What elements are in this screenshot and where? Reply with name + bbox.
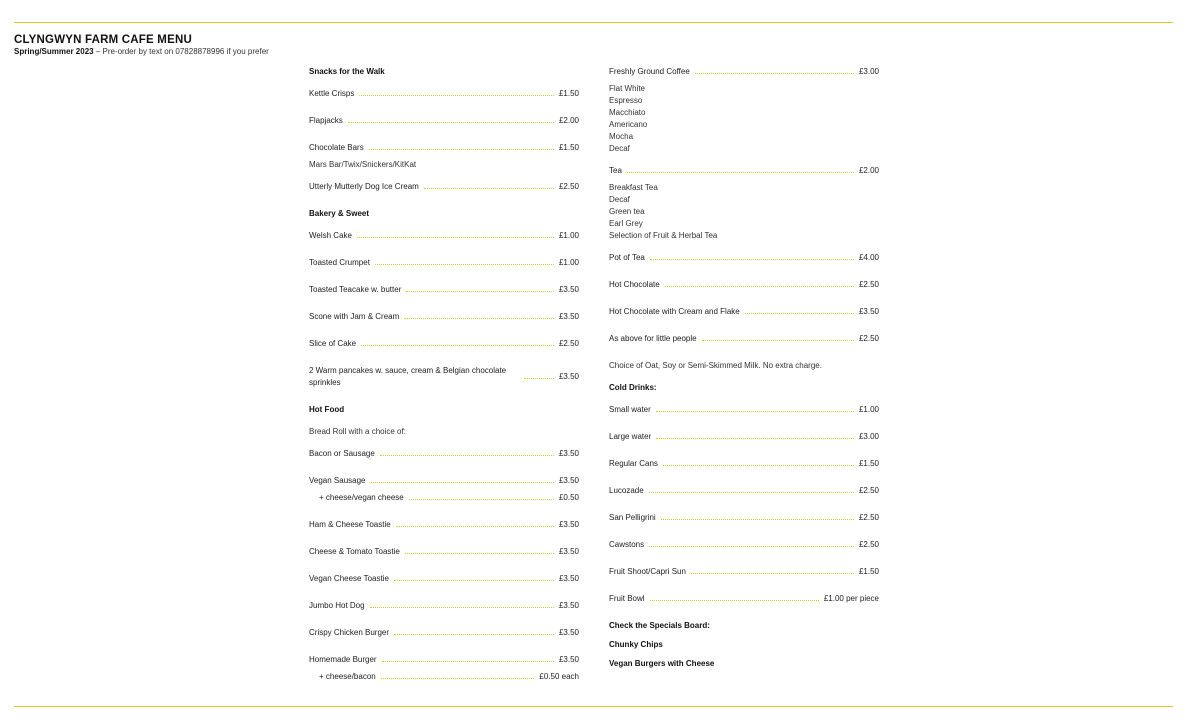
item-name: Flapjacks <box>309 116 343 125</box>
item-name: Crispy Chicken Burger <box>309 628 390 637</box>
item-price: £2.50 <box>858 486 879 495</box>
item-name: Bacon or Sausage <box>309 449 375 458</box>
leader-dots <box>649 546 854 547</box>
menu-item <box>309 600 579 612</box>
menu-item <box>309 365 579 389</box>
tea-option: Selection of Fruit & Herbal Tea <box>609 231 718 240</box>
item-price: £1.00 <box>558 231 579 240</box>
menu-item <box>309 448 579 460</box>
menu-item-addon <box>309 492 579 504</box>
menu-item <box>609 512 879 524</box>
menu-item <box>609 279 879 291</box>
tea-option: Decaf <box>609 195 630 204</box>
chocolate-bar-options: Mars Bar/Twix/Snickers/KitKat <box>309 160 417 169</box>
menu-item <box>609 566 879 578</box>
menu-subtitle <box>14 47 269 56</box>
leader-dots <box>409 499 554 500</box>
item-name: Freshly Ground Coffee <box>609 67 690 76</box>
top-rule <box>14 22 1173 23</box>
item-price: £3.50 <box>558 520 579 529</box>
item-name: Chocolate Bars <box>309 143 364 152</box>
item-price: £1.50 <box>858 459 879 468</box>
leader-dots <box>396 526 554 527</box>
item-price: £2.00 <box>858 166 879 175</box>
item-price: £2.00 <box>558 116 579 125</box>
item-price: £2.50 <box>858 334 879 343</box>
item-name: Kettle Crisps <box>309 89 355 98</box>
menu-item-addon <box>309 671 579 683</box>
item-price: £3.50 <box>558 574 579 583</box>
leader-dots <box>665 286 854 287</box>
item-name: Cawstons <box>609 540 645 549</box>
item-name: Jumbo Hot Dog <box>309 601 365 610</box>
item-name: Utterly Mutterly Dog Ice Cream <box>309 182 419 191</box>
item-price: £3.50 <box>558 312 579 321</box>
leader-dots <box>361 345 554 346</box>
item-price: £2.50 <box>558 339 579 348</box>
item-name: Lucozade <box>609 486 644 495</box>
item-price: £1.00 <box>858 405 879 414</box>
menu-item <box>609 252 879 264</box>
item-price: £3.50 <box>558 476 579 485</box>
item-name: Scone with Jam & Cream <box>309 312 400 321</box>
leader-dots <box>382 661 554 662</box>
item-price: £2.50 <box>858 540 879 549</box>
item-price: £3.50 <box>558 285 579 294</box>
section-title-cold-drinks: Cold Drinks: <box>609 383 657 392</box>
item-name: As above for little people <box>609 334 697 343</box>
leader-dots <box>359 95 554 96</box>
item-price: £3.50 <box>558 449 579 458</box>
menu-item <box>309 519 579 531</box>
menu-item <box>309 475 579 487</box>
item-name: Hot Chocolate with Cream and Flake <box>609 307 740 316</box>
item-price: £4.00 <box>858 253 879 262</box>
coffee-option: Americano <box>609 120 648 129</box>
leader-dots <box>375 264 554 265</box>
menu-item <box>309 181 579 193</box>
item-price: £3.00 <box>858 67 879 76</box>
item-name: Slice of Cake <box>309 339 357 348</box>
leader-dots <box>370 607 554 608</box>
item-name: Toasted Crumpet <box>309 258 370 267</box>
leader-dots <box>663 465 854 466</box>
item-price: £1.00 per piece <box>823 594 879 603</box>
leader-dots <box>695 73 854 74</box>
menu-item <box>309 573 579 585</box>
item-name: Cheese & Tomato Toastie <box>309 547 400 556</box>
leader-dots <box>371 482 554 483</box>
menu-item <box>609 593 879 605</box>
menu-column-left <box>309 66 579 683</box>
menu-item <box>309 311 579 323</box>
leader-dots <box>381 678 535 679</box>
item-price: £0.50 <box>558 493 579 502</box>
menu-item <box>309 546 579 558</box>
item-price: £3.50 <box>558 655 579 664</box>
menu-item <box>309 142 579 154</box>
milk-note: Choice of Oat, Soy or Semi-Skimmed Milk. No extra charge. <box>609 361 822 370</box>
menu-item <box>309 284 579 296</box>
menu-item <box>609 539 879 551</box>
leader-dots <box>691 573 854 574</box>
leader-dots <box>656 438 854 439</box>
coffee-option: Decaf <box>609 144 630 153</box>
menu-item <box>609 458 879 470</box>
item-price: £1.50 <box>858 567 879 576</box>
item-name: Vegan Sausage <box>309 476 366 485</box>
item-name: San Pelligrini <box>609 513 656 522</box>
leader-dots <box>627 172 854 173</box>
tea-option: Earl Grey <box>609 219 643 228</box>
leader-dots <box>394 634 554 635</box>
section-title-specials: Check the Specials Board: <box>609 621 710 630</box>
menu-item <box>309 257 579 269</box>
menu-item <box>609 404 879 416</box>
menu-column-right <box>609 66 879 670</box>
item-name: Tea <box>609 166 622 175</box>
menu-item <box>609 485 879 497</box>
leader-dots <box>348 122 554 123</box>
item-price: £3.50 <box>558 628 579 637</box>
item-name: Large water <box>609 432 652 441</box>
menu-item <box>309 230 579 242</box>
coffee-option: Macchiato <box>609 108 646 117</box>
menu-item-tea <box>609 165 879 177</box>
item-name: + cheese/vegan cheese <box>319 493 404 502</box>
leader-dots <box>424 188 554 189</box>
leader-dots <box>702 340 854 341</box>
item-price: £1.50 <box>558 143 579 152</box>
item-price: £3.50 <box>558 547 579 556</box>
leader-dots <box>661 519 854 520</box>
item-price: £2.50 <box>858 280 879 289</box>
leader-dots <box>357 237 554 238</box>
season-label: Spring/Summer 2023 <box>14 47 94 56</box>
coffee-option: Flat White <box>609 84 646 93</box>
menu-item <box>309 88 579 100</box>
bottom-rule <box>14 706 1173 707</box>
preorder-note: – Pre-order by text on 07828878996 if you prefer <box>93 47 269 56</box>
item-price: £3.50 <box>558 372 579 381</box>
menu-item <box>609 431 879 443</box>
menu-item <box>309 654 579 666</box>
item-name: Vegan Cheese Toastie <box>309 574 389 583</box>
section-title-snacks: Snacks for the Walk <box>309 67 385 76</box>
item-price: £1.00 <box>558 258 579 267</box>
item-price: £3.50 <box>858 307 879 316</box>
special-item: Vegan Burgers with Cheese <box>609 659 715 668</box>
coffee-option: Mocha <box>609 132 634 141</box>
item-name: Toasted Teacake w. butter <box>309 285 402 294</box>
item-name: Hot Chocolate <box>609 280 660 289</box>
leader-dots <box>380 455 554 456</box>
leader-dots <box>404 318 554 319</box>
item-name: Small water <box>609 405 651 414</box>
item-price: £1.50 <box>558 89 579 98</box>
leader-dots <box>406 291 554 292</box>
item-name: Fruit Shoot/Capri Sun <box>609 567 686 576</box>
item-price: £3.50 <box>558 601 579 610</box>
leader-dots <box>524 378 554 379</box>
leader-dots <box>650 600 819 601</box>
section-title-bakery: Bakery & Sweet <box>309 209 370 218</box>
item-name: + cheese/bacon <box>319 672 376 681</box>
leader-dots <box>405 553 554 554</box>
leader-dots <box>656 411 854 412</box>
item-name: Homemade Burger <box>309 655 377 664</box>
menu-item <box>609 306 879 318</box>
bread-roll-note: Bread Roll with a choice of: <box>309 427 406 436</box>
tea-option: Breakfast Tea <box>609 183 658 192</box>
menu-item <box>309 338 579 350</box>
menu-item <box>309 115 579 127</box>
item-name: Ham & Cheese Toastie <box>309 520 391 529</box>
menu-title: CLYNGWYN FARM CAFE MENU <box>14 34 192 46</box>
menu-item <box>309 627 579 639</box>
item-price: £2.50 <box>858 513 879 522</box>
item-name: Fruit Bowl <box>609 594 645 603</box>
coffee-option: Espresso <box>609 96 643 105</box>
special-item: Chunky Chips <box>609 640 663 649</box>
item-name: Pot of Tea <box>609 253 645 262</box>
menu-item-coffee <box>609 66 879 78</box>
menu-item <box>609 333 879 345</box>
tea-option: Green tea <box>609 207 645 216</box>
leader-dots <box>394 580 554 581</box>
item-name: 2 Warm pancakes w. sauce, cream & Belgian chocolate sprinkles <box>309 366 507 387</box>
leader-dots <box>649 492 854 493</box>
item-price: £2.50 <box>558 182 579 191</box>
item-name: Regular Cans <box>609 459 658 468</box>
section-title-hot-food: Hot Food <box>309 405 345 414</box>
item-name: Welsh Cake <box>309 231 352 240</box>
item-price: £3.00 <box>858 432 879 441</box>
leader-dots <box>369 149 554 150</box>
leader-dots <box>745 313 854 314</box>
leader-dots <box>650 259 854 260</box>
item-price: £0.50 each <box>539 672 579 681</box>
